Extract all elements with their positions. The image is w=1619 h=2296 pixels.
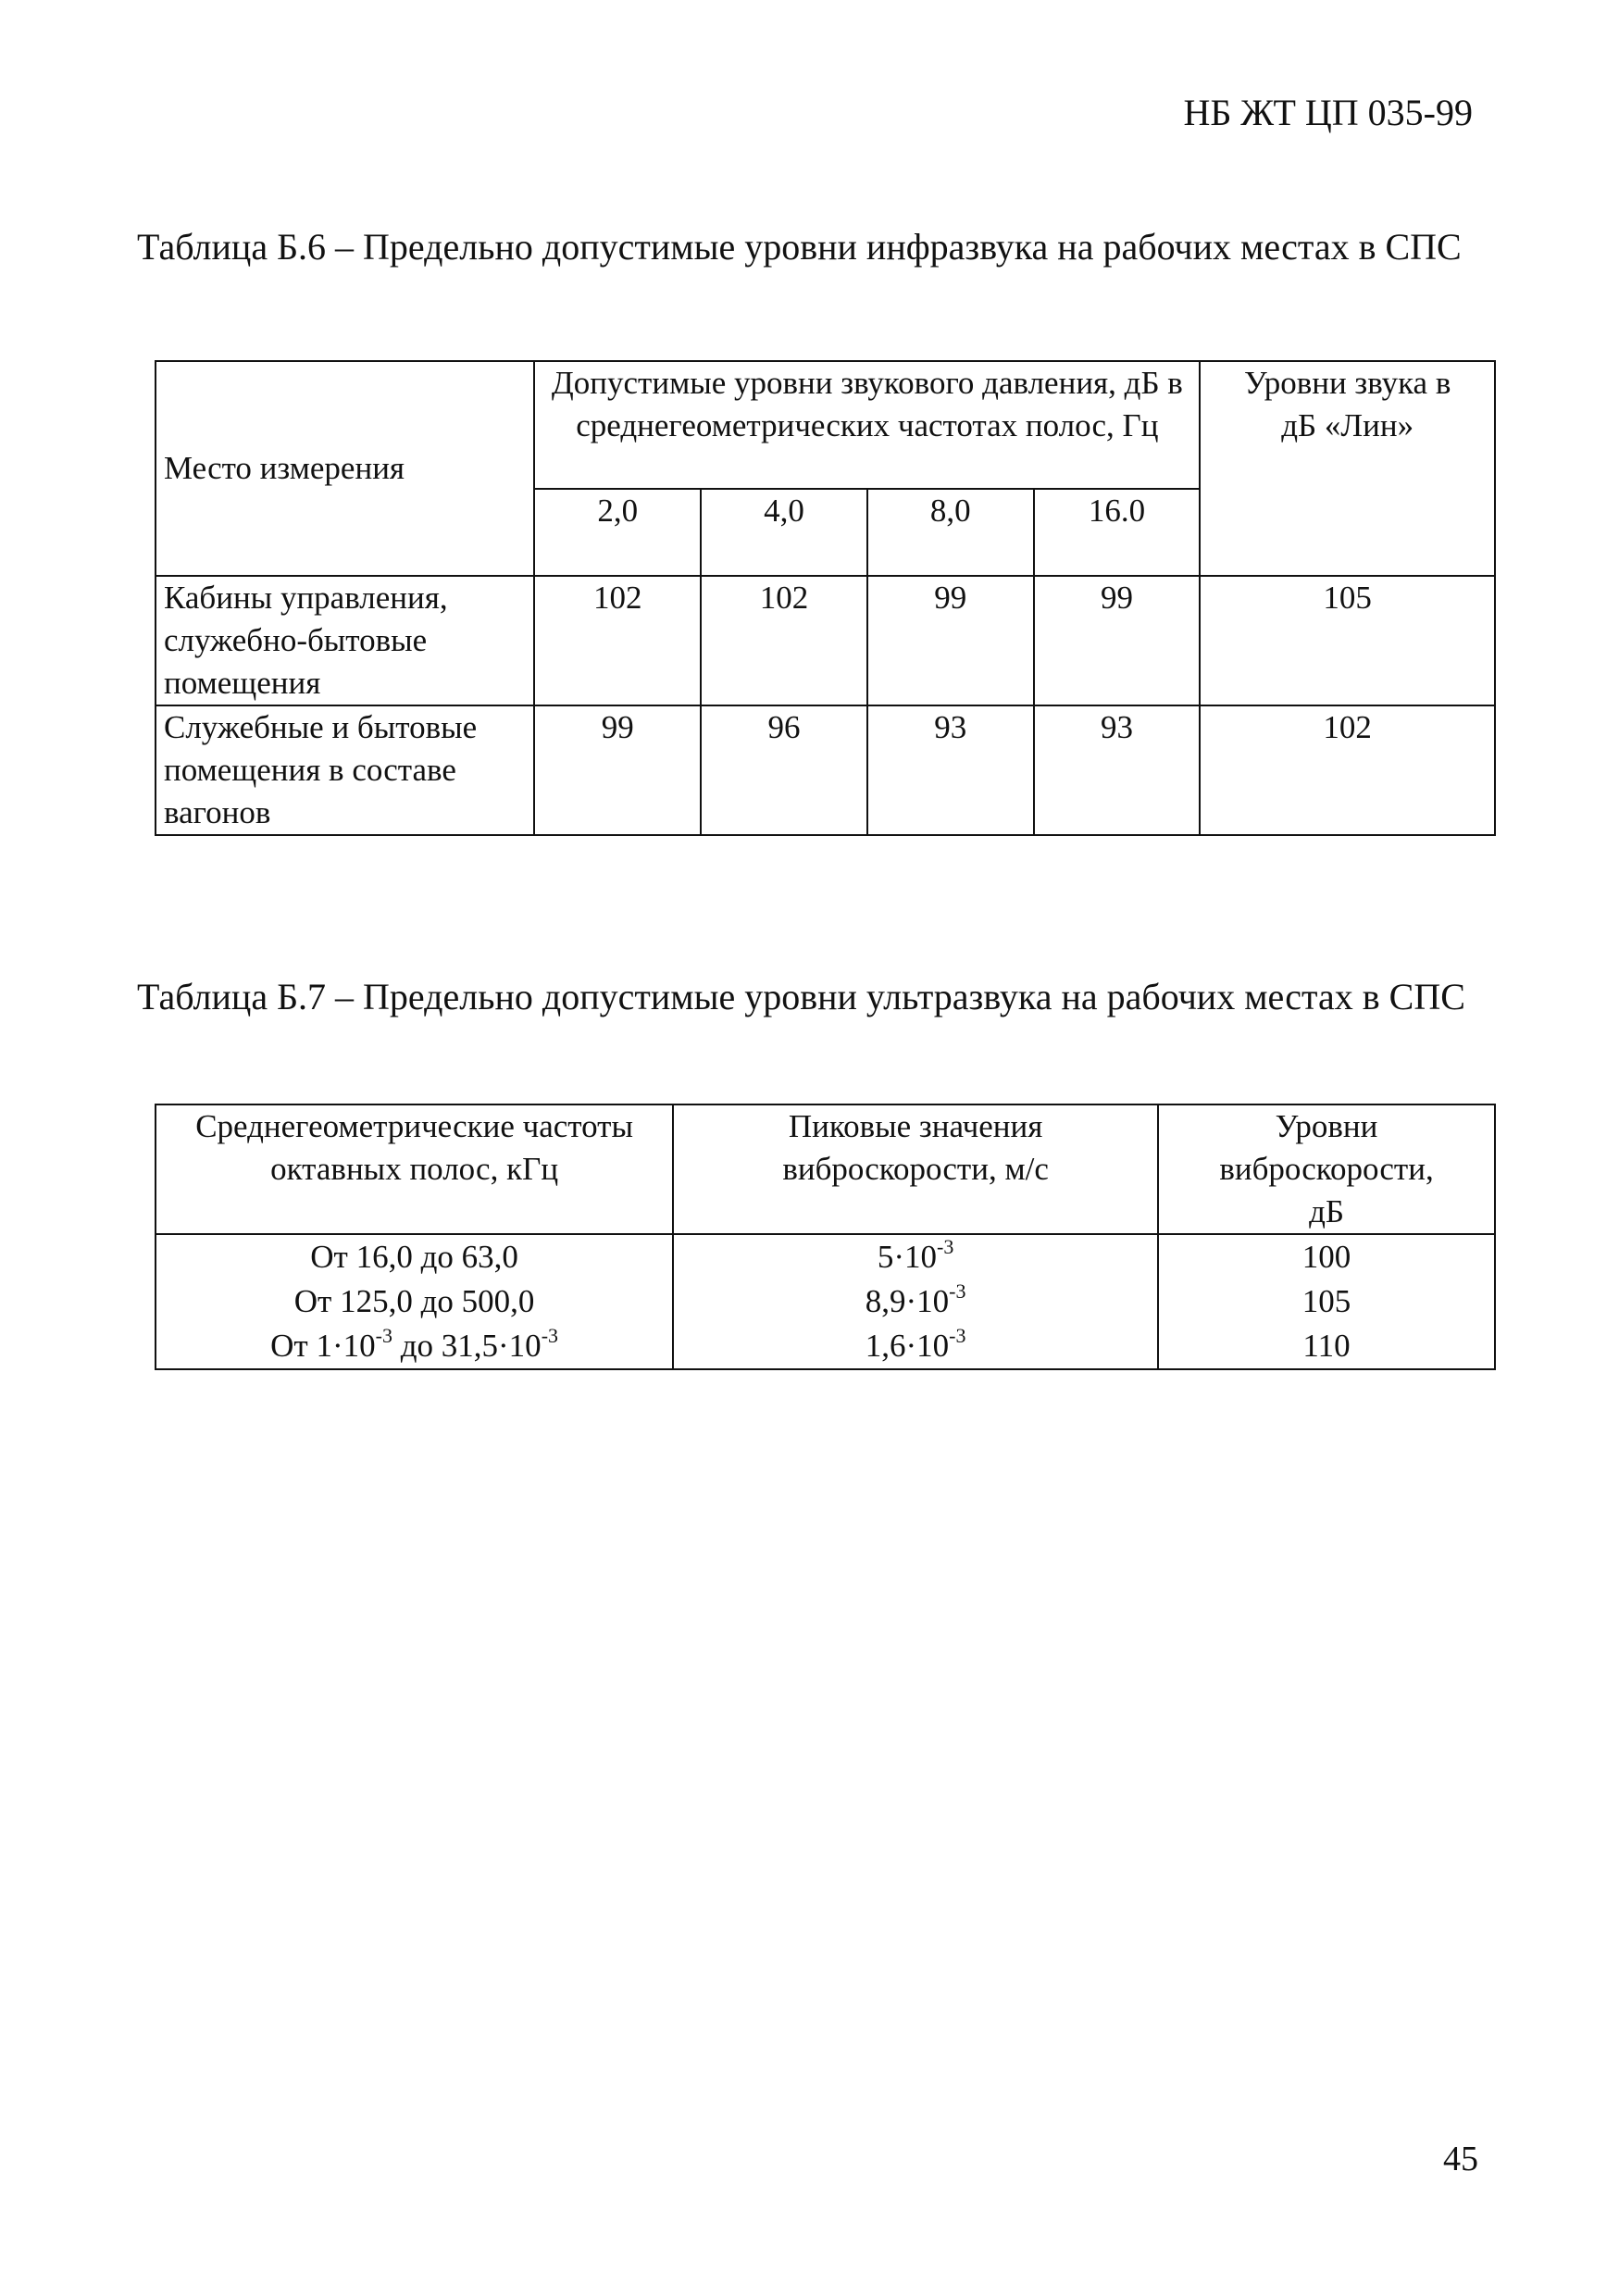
velocity-level: 110 (1302, 1328, 1351, 1364)
velocity-level-cell (1158, 1234, 1495, 1369)
col-header-place: Место измерения (156, 361, 534, 576)
freq-header: 2,0 (534, 489, 701, 576)
freq-header: 16.0 (1034, 489, 1201, 576)
frequency-range: От $1\cdot 10^{-3}$ до $31,5\cdot 10^{-3}$ (270, 1324, 559, 1364)
value-cell: 102 (534, 576, 701, 705)
table6-caption: Таблица Б.6 – Предельно допустимые уровни инфразвука на рабочих местах в СПС (137, 226, 1462, 268)
col-header-level: Уровни звука в дБ «Лин» (1200, 361, 1495, 576)
frequency-range: От 125,0 до 500,0 (293, 1283, 535, 1319)
table7-caption: Таблица Б.7 – Предельно допустимые уровни ультразвука на рабочих местах в СПС (137, 976, 1465, 1017)
frequency-range: От 16,0 до 63,0 (310, 1239, 518, 1275)
peak-velocity: $5\cdot 10^{-3}$ (877, 1235, 954, 1275)
col-header-velocity-level: Уровни виброскорости, дБ (1158, 1104, 1495, 1234)
peak-velocity: $8,9\cdot 10^{-3}$ (865, 1279, 966, 1319)
value-cell: 99 (1034, 576, 1201, 705)
peak-velocity: $1,6\cdot 10^{-3}$ (865, 1324, 966, 1364)
table-row (156, 705, 1495, 835)
page-number: 45 (1443, 2140, 1478, 2178)
peak-velocity-cell (673, 1234, 1158, 1369)
value-cell: 102 (701, 576, 867, 705)
freq-header: 8,0 (867, 489, 1034, 576)
velocity-level: 105 (1301, 1283, 1351, 1319)
table6-infrasound-limits (155, 360, 1496, 836)
value-cell: 93 (867, 705, 1034, 835)
value-cell: 93 (1034, 705, 1201, 835)
table7-ultrasound-limits (155, 1104, 1496, 1370)
place-cell: Служебные и бытовые помещения в составе вагонов (156, 705, 534, 835)
table-row (156, 1234, 1495, 1369)
col-header-peak-velocity: Пиковые значения виброскорости, м/с (673, 1104, 1158, 1234)
level-cell: 102 (1200, 705, 1495, 835)
level-cell: 105 (1200, 576, 1495, 705)
table-row (156, 576, 1495, 705)
value-cell: 99 (534, 705, 701, 835)
frequency-range-cell (156, 1234, 673, 1369)
value-cell: 99 (867, 576, 1034, 705)
document-code: НБ ЖТ ЦП 035-99 (1183, 92, 1473, 133)
freq-header: 4,0 (701, 489, 867, 576)
value-cell: 96 (701, 705, 867, 835)
place-cell: Кабины управления, служебно-бытовые помещения (156, 576, 534, 705)
col-header-frequency: Среднегеометрические частоты октавных полос, кГц (156, 1104, 673, 1234)
col-header-pressure: Допустимые уровни звукового давления, дБ в среднегеометрических частотах полос, Гц (534, 361, 1200, 489)
velocity-level: 100 (1301, 1239, 1351, 1275)
